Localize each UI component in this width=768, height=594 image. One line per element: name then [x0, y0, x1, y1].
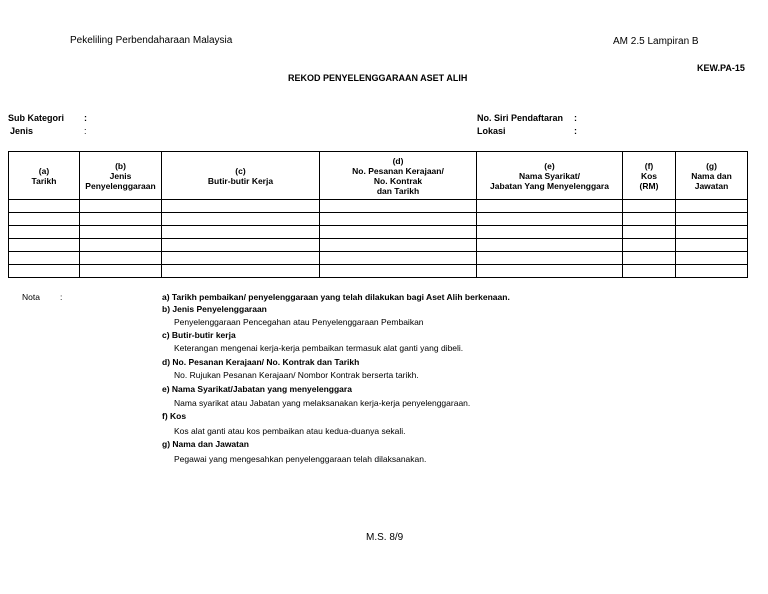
- table-cell: [477, 200, 623, 213]
- table-cell: [676, 200, 748, 213]
- table-cell: [162, 200, 320, 213]
- table-cell: [623, 213, 676, 226]
- table-header-row: [9, 152, 748, 200]
- table-cell: [80, 200, 162, 213]
- table-cell: [676, 265, 748, 278]
- field-jenis-colon: :: [84, 126, 87, 136]
- field-no-siri-label: No. Siri Pendaftaran: [477, 113, 564, 123]
- table-cell: [320, 265, 477, 278]
- table-cell: [676, 213, 748, 226]
- table-cell: [676, 252, 748, 265]
- table-cell: [80, 252, 162, 265]
- column-header-tarikh: (a) Tarikh: [9, 152, 80, 200]
- note-e-description: Nama syarikat atau Jabatan yang melaksanakan kerja-kerja penyelenggaraan.: [174, 398, 471, 408]
- form-code: KEW.PA-15: [697, 63, 745, 73]
- table-cell: [162, 265, 320, 278]
- field-jenis-label: Jenis: [10, 126, 34, 136]
- table-cell: [9, 226, 80, 239]
- table-cell: [9, 265, 80, 278]
- table-row: [9, 239, 748, 252]
- table-cell: [320, 226, 477, 239]
- table-cell: [676, 239, 748, 252]
- column-header-nama-jawatan: (g) Nama dan Jawatan: [676, 152, 748, 200]
- table-cell: [477, 226, 623, 239]
- table-cell: [162, 226, 320, 239]
- note-c-description: Keterangan mengenai kerja-kerja pembaikan termasuk alat ganti yang dibeli.: [174, 343, 464, 353]
- maintenance-record-table: [8, 151, 748, 278]
- table-cell: [9, 213, 80, 226]
- table-cell: [9, 200, 80, 213]
- form-title: REKOD PENYELENGGARAAN ASET ALIH: [288, 73, 468, 83]
- table-cell: [9, 252, 80, 265]
- note-d-description: No. Rujukan Pesanan Kerajaan/ Nombor Kontrak berserta tarikh.: [174, 370, 419, 380]
- table-row: [9, 265, 748, 278]
- column-header-butir-kerja: (c) Butir-butir Kerja: [162, 152, 320, 200]
- table-cell: [623, 265, 676, 278]
- appendix-ref: AM 2.5 Lampiran B: [613, 36, 699, 47]
- table-cell: [320, 252, 477, 265]
- table-row: [9, 226, 748, 239]
- table-row: [9, 213, 748, 226]
- table-cell: [623, 200, 676, 213]
- note-g-heading: g) Nama dan Jawatan: [162, 439, 249, 449]
- table-cell: [80, 239, 162, 252]
- table-cell: [623, 226, 676, 239]
- note-g-description: Pegawai yang mengesahkan penyelenggaraan telah dilaksanakan.: [174, 454, 427, 464]
- table-row: [9, 200, 748, 213]
- note-d-heading: d) No. Pesanan Kerajaan/ No. Kontrak dan Tarikh: [162, 357, 360, 367]
- table-cell: [80, 213, 162, 226]
- page-number: M.S. 8/9: [366, 532, 404, 543]
- column-header-pesanan-kerajaan: (d) No. Pesanan Kerajaan/ No. Kontrak dan Tarikh: [320, 152, 477, 200]
- column-header-nama-syarikat: (e) Nama Syarikat/ Jabatan Yang Menyelenggara: [477, 152, 623, 200]
- table-cell: [477, 239, 623, 252]
- table-cell: [80, 226, 162, 239]
- table-cell: [623, 252, 676, 265]
- table-cell: [162, 239, 320, 252]
- field-lokasi-label: Lokasi: [477, 126, 506, 136]
- table-cell: [676, 226, 748, 239]
- table-cell: [320, 200, 477, 213]
- notes-label: Nota: [22, 292, 40, 302]
- note-f-heading: f) Kos: [162, 411, 187, 421]
- table-cell: [162, 213, 320, 226]
- notes-colon: :: [60, 292, 63, 302]
- note-b-heading: b) Jenis Penyelenggaraan: [162, 304, 267, 314]
- field-lokasi-colon: :: [574, 126, 577, 136]
- table-cell: [623, 239, 676, 252]
- note-f-description: Kos alat ganti atau kos pembaikan atau kedua-duanya sekali.: [174, 426, 406, 436]
- note-a-heading: a) Tarikh pembaikan/ penyelenggaraan yang telah dilakukan bagi Aset Alih berkenaan.: [162, 292, 510, 302]
- column-header-kos: (f) Kos (RM): [623, 152, 676, 200]
- column-header-jenis-penyelenggaraan: (b) Jenis Penyelenggaraan: [80, 152, 162, 200]
- table-cell: [9, 239, 80, 252]
- table-cell: [320, 213, 477, 226]
- note-c-heading: c) Butir-butir kerja: [162, 330, 236, 340]
- table-cell: [320, 239, 477, 252]
- field-sub-kategori-colon: :: [84, 113, 87, 123]
- table-cell: [162, 252, 320, 265]
- field-sub-kategori-label: Sub Kategori: [8, 113, 65, 123]
- field-no-siri-colon: :: [574, 113, 577, 123]
- note-e-heading: e) Nama Syarikat/Jabatan yang menyelenggara: [162, 384, 352, 394]
- publication-name: Pekeliling Perbendaharaan Malaysia: [70, 35, 233, 46]
- table-cell: [477, 213, 623, 226]
- table-cell: [80, 265, 162, 278]
- table-cell: [477, 252, 623, 265]
- note-b-description: Penyelenggaraan Pencegahan atau Penyelenggaraan Pembaikan: [174, 317, 424, 327]
- table-row: [9, 252, 748, 265]
- table-cell: [477, 265, 623, 278]
